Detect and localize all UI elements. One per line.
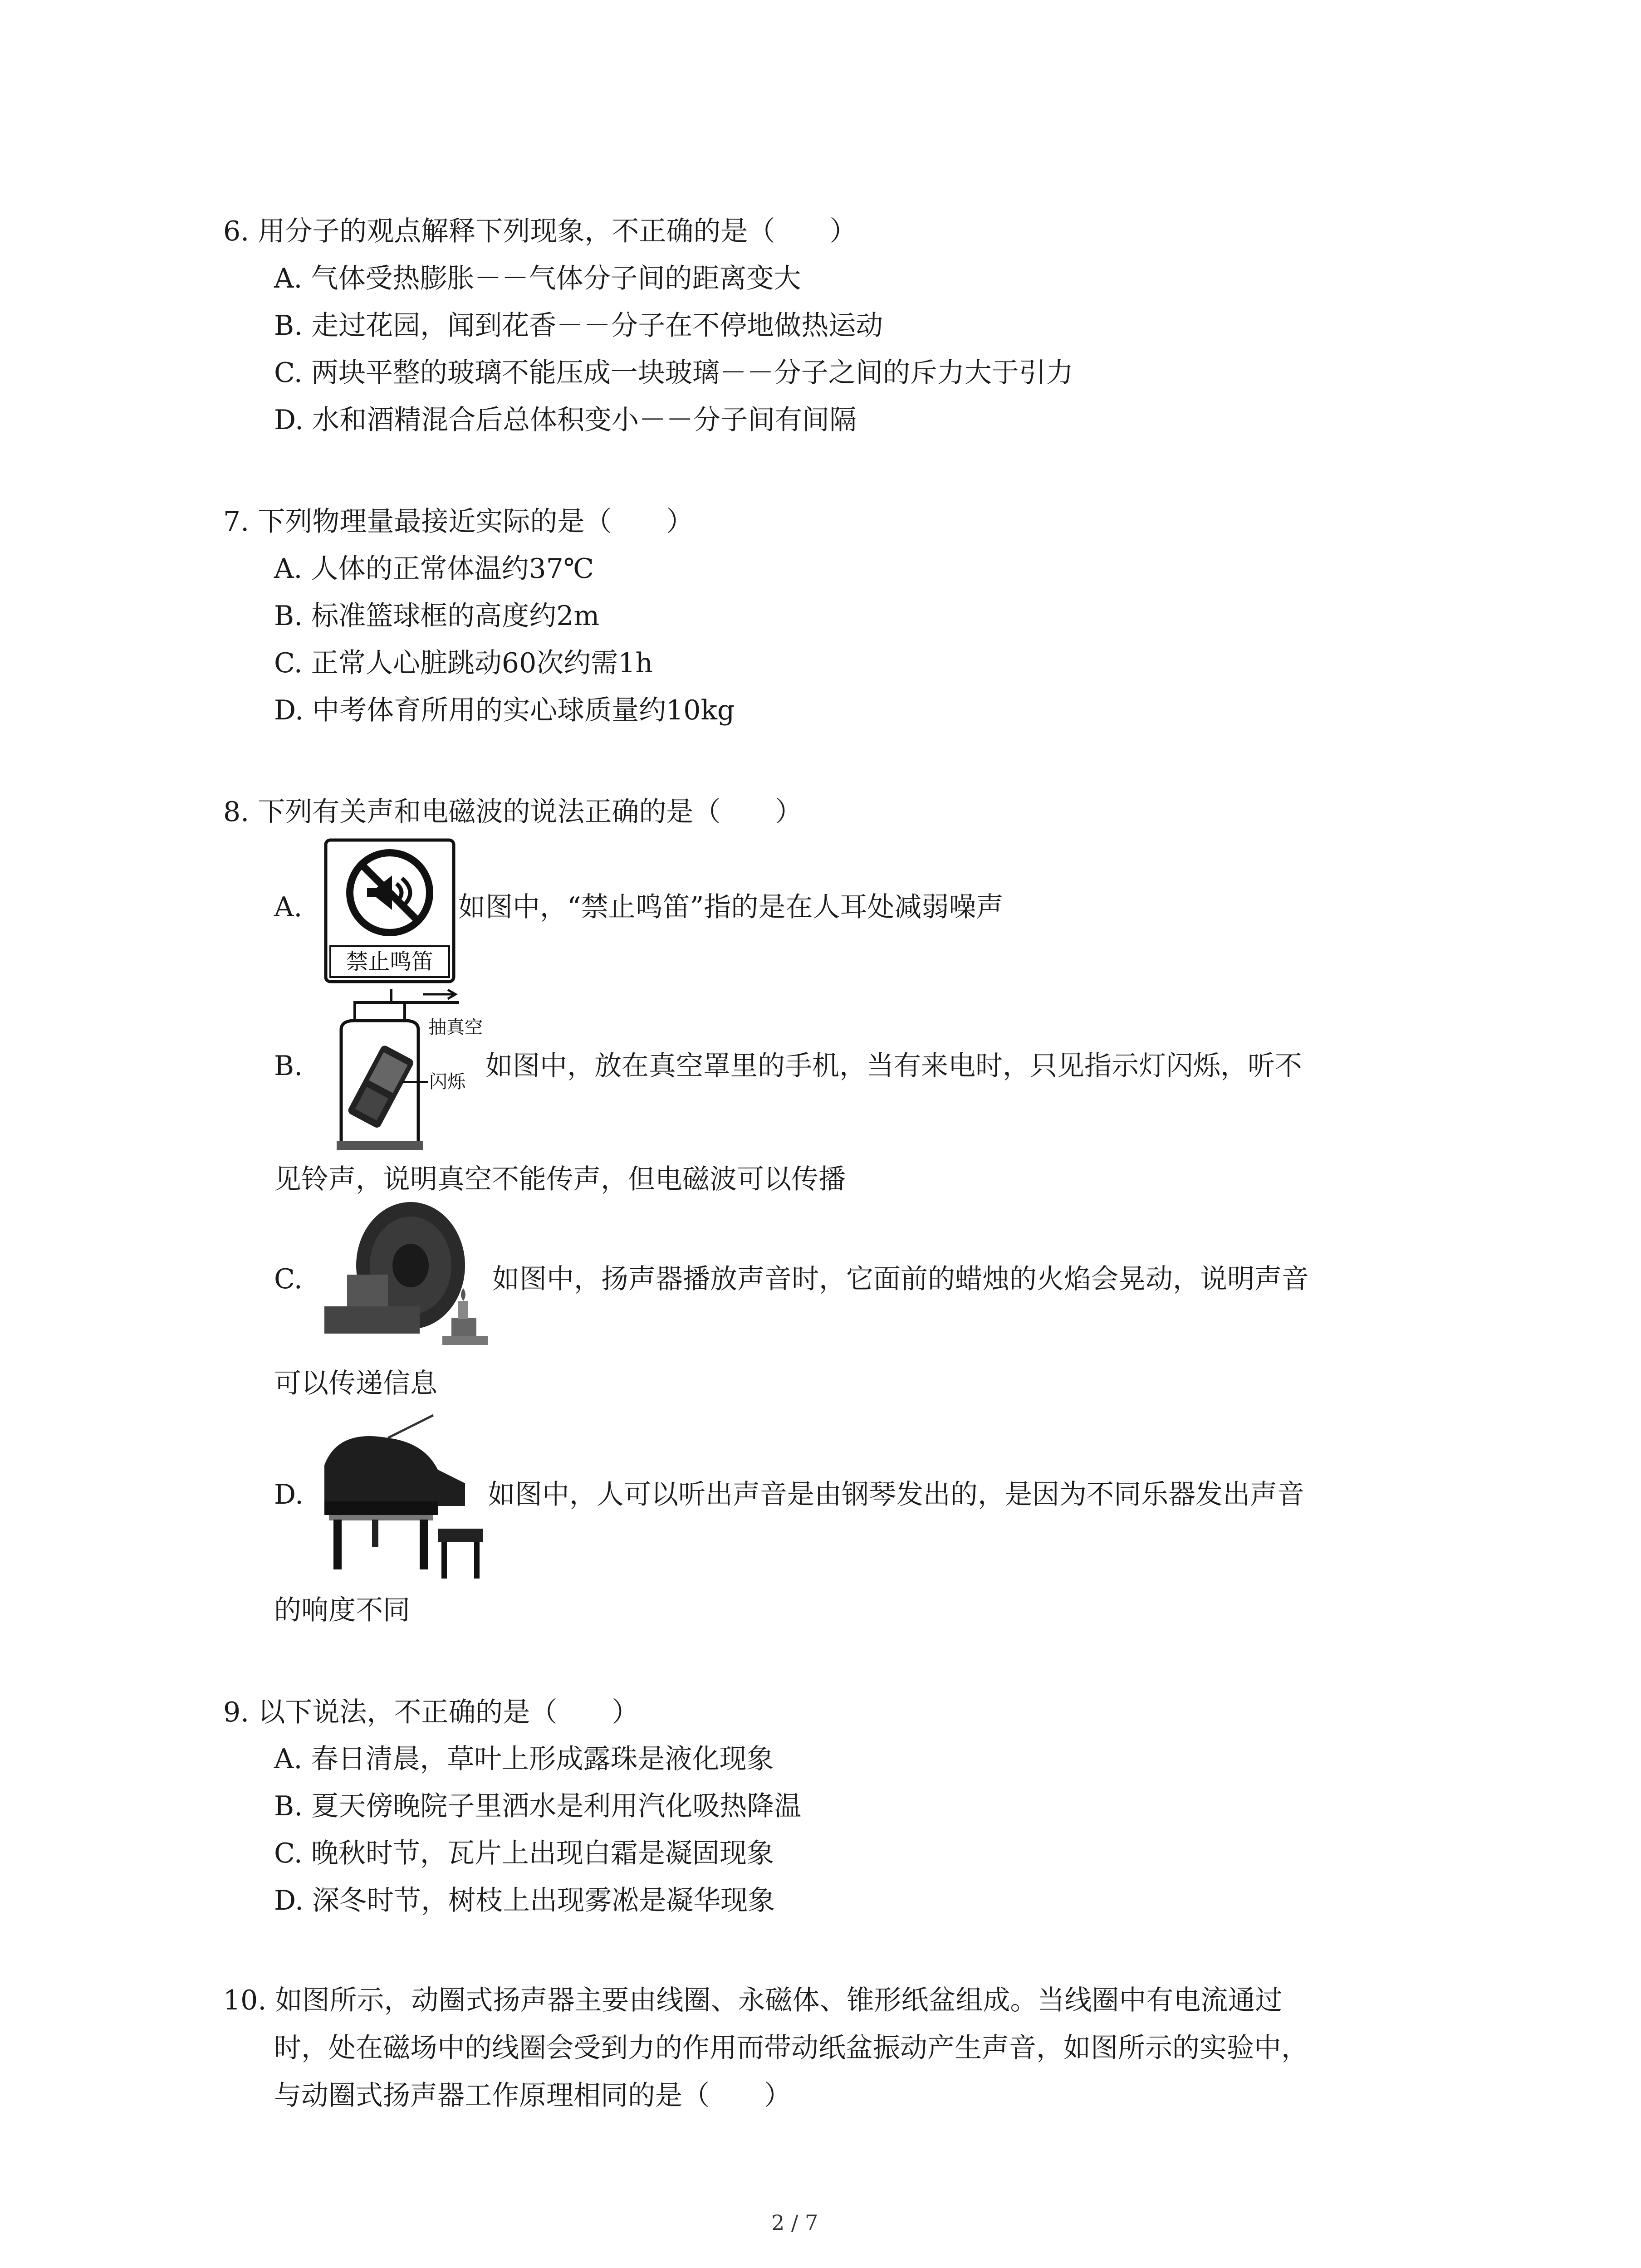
- speaker-candle-image: [320, 1198, 492, 1356]
- q9-option-c: C. 晚秋时节，瓦片上出现白霜是凝固现象: [274, 1838, 774, 1869]
- q8-stem: 8. 下列有关声和电磁波的说法正确的是（ ）: [223, 796, 803, 828]
- q6-option-a: A. 气体受热膨胀－－气体分子间的距离变大: [274, 263, 801, 294]
- q8-option-b-text-cont: 见铃声，说明真空不能传声，但电磁波可以传播: [274, 1163, 846, 1195]
- q9-option-d: D. 深冬时节，树枝上出现雾凇是凝华现象: [274, 1885, 775, 1916]
- q6-stem: 6. 用分子的观点解释下列现象，不正确的是（ ）: [223, 215, 857, 247]
- vacuum-jar-phone-image: [323, 984, 486, 1152]
- q9-option-b: B. 夏天傍晚院子里洒水是利用汽化吸热降温: [274, 1790, 802, 1822]
- q7-option-b: B. 标准篮球框的高度约2m: [274, 600, 600, 632]
- sign-label: 禁止鸣笛: [346, 949, 434, 974]
- q9-option-a: A. 春日清晨，草叶上形成露珠是液化现象: [274, 1743, 774, 1775]
- q7-option-c: C. 正常人心脏跳动60次约需1h: [274, 647, 653, 679]
- q8-option-c-text-cont: 可以传递信息: [274, 1368, 437, 1399]
- q8-option-d-letter: D.: [274, 1479, 304, 1510]
- q8-option-c-text: 如图中，扬声器播放声音时，它面前的蜡烛的火焰会晃动，说明声音: [492, 1263, 1309, 1295]
- q6-option-b: B. 走过花园，闻到花香－－分子在不停地做热运动: [274, 310, 883, 342]
- no-honking-sign-image: [324, 838, 456, 983]
- q7-option-d: D. 中考体育所用的实心球质量约10kg: [274, 694, 735, 726]
- q9-stem: 9. 以下说法，不正确的是（ ）: [223, 1696, 639, 1728]
- flash-label: 闪烁: [429, 1071, 465, 1092]
- page-number: 2 / 7: [771, 2210, 818, 2235]
- q10-stem-line2: 时，处在磁场中的线圈会受到力的作用而带动纸盆振动产生声音，如图所示的实验中，: [274, 2032, 1308, 2064]
- q6-option-c: C. 两块平整的玻璃不能压成一块玻璃－－分子之间的斥力大于引力: [274, 357, 1073, 389]
- q8-option-a-text: 如图中，“禁止鸣笛”指的是在人耳处减弱噪声: [458, 891, 1004, 923]
- piano-image: [320, 1411, 488, 1588]
- q10-stem-line3: 与动圈式扬声器工作原理相同的是（ ）: [274, 2080, 791, 2112]
- vacuum-label: 抽真空: [428, 1017, 483, 1038]
- q8-option-d-text-cont: 的响度不同: [274, 1594, 410, 1626]
- q8-option-b-text: 如图中，放在真空罩里的手机，当有来电时，只见指示灯闪烁，听不: [485, 1050, 1302, 1082]
- q10-stem-line1: 10. 如图所示，动圈式扬声器主要由线圈、永磁体、锥形纸盆组成。当线圈中有电流通过: [223, 1984, 1283, 2016]
- q8-option-a-letter: A.: [274, 891, 303, 923]
- q7-option-a: A. 人体的正常体温约37℃: [274, 553, 594, 585]
- q8-option-d-text: 如图中，人可以听出声音是由钢琴发出的，是因为不同乐器发出声音: [488, 1479, 1304, 1510]
- q7-stem: 7. 下列物理量最接近实际的是（ ）: [223, 506, 694, 538]
- q6-option-d: D. 水和酒精混合后总体积变小－－分子间有间隔: [274, 404, 857, 436]
- q8-option-b-letter: B.: [274, 1050, 303, 1082]
- q8-option-c-letter: C.: [274, 1263, 303, 1295]
